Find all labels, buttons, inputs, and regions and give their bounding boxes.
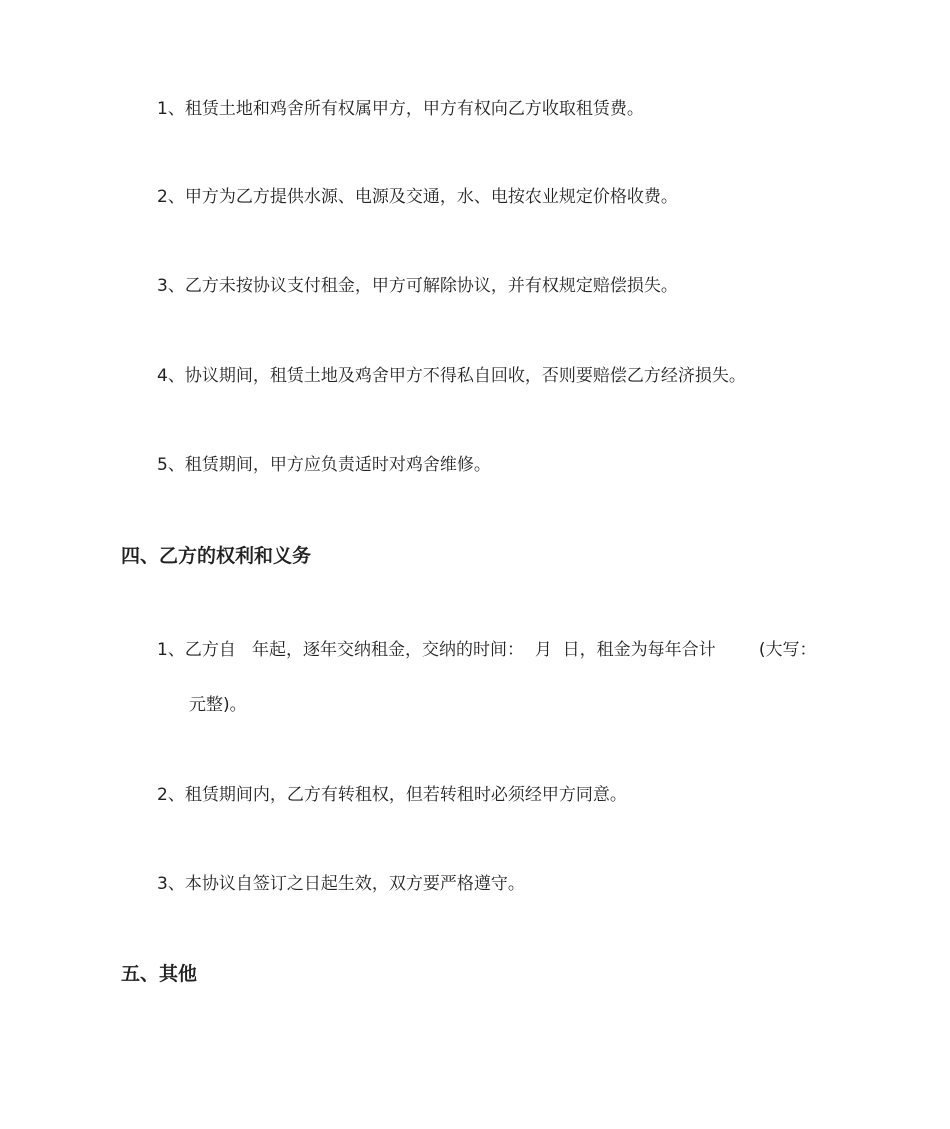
- clause-4-3: 3、本协议自签订之日起生效，双方要严格遵守。: [157, 874, 525, 894]
- clause-4-1-line2: 元整)。: [189, 695, 247, 715]
- section-5-heading: 五、其他: [121, 963, 198, 985]
- clause-3-1: 1、租赁土地和鸡舍所有权属甲方，甲方有权向乙方收取租赁费。: [157, 99, 644, 119]
- clause-3-4: 4、协议期间，租赁土地及鸡舍甲方不得私自回收，否则要赔偿乙方经济损失。: [157, 366, 746, 386]
- clause-4-1-line1: 1、乙方自 年起，逐年交纳租金，交纳的时间： 月 日，租金为每年合计 (大写：: [157, 640, 817, 660]
- section-4-heading: 四、乙方的权利和义务: [121, 545, 312, 567]
- clause-3-5: 5、租赁期间，甲方应负责适时对鸡舍维修。: [157, 455, 491, 475]
- clause-3-3: 3、乙方未按协议支付租金，甲方可解除协议，并有权规定赔偿损失。: [157, 276, 678, 296]
- clause-4-2: 2、租赁期间内，乙方有转租权，但若转租时必须经甲方同意。: [157, 785, 627, 805]
- clause-3-2: 2、甲方为乙方提供水源、电源及交通，水、电按农业规定价格收费。: [157, 187, 678, 207]
